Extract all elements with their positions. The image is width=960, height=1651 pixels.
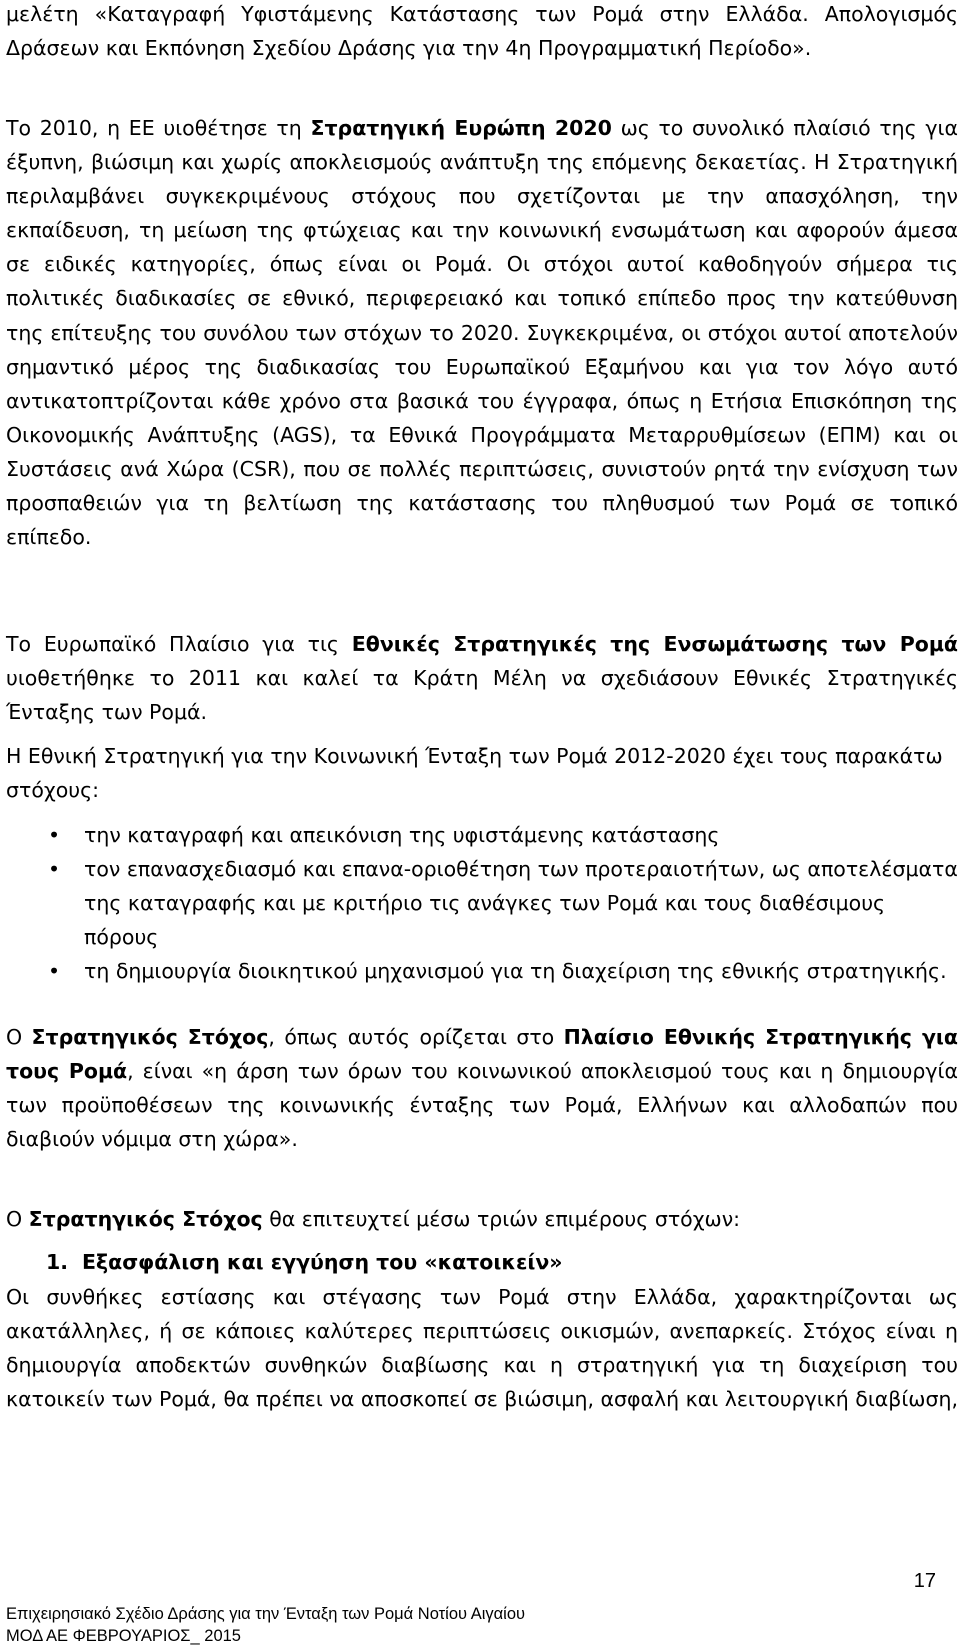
text-run: , όπως αυτός ορίζεται στο — [268, 1025, 564, 1049]
text-run: Ο — [6, 1025, 32, 1049]
bullet-icon: • — [47, 959, 61, 984]
text-run: ως το συνολικό πλαίσιό της για έξυπνη, βιώσιμη και χωρίς αποκλεισμούς ανάπτυξη της επόμενης δεκαετίας. Η Στρατηγική περιλαμβάνει συγκεκριμένους στόχους που σχετίζονται με την απασχόληση, την εκπαίδευση, τη μείωση της φτώχειας και την κοινωνική ενσωμάτωση και αφορούν άμεσα σε ειδικές κατηγορίες, όπως είναι οι Ρομά. Οι στόχοι αυτοί καθοδηγούν σήμερα τις πολιτικές διαδικασίες σε εθνικό, περιφερειακό και τοπικό επίπεδο προς την κατεύθυνση της επίτευξης του συνόλου των στόχων το 2020. Συγκεκριμένα, οι στόχοι αυτοί αποτελούν σημαντικό μέρος της διαδικασίας του Ευρωπαϊκού Εξαμήνου και για τον λόγο αυτό αντικατοπτρίζονται κάθε χρόνο στα βασικά του έγγραφα, όπως η Ετήσια Επισκόπηση της Οικονομικής Ανάπτυξης (AGS), τα Εθνικά Προγράμματα Μεταρρυθμίσεων (ΕΠΜ) και οι Συστάσεις ανά Χώρα (CSR), που σε πολλές περιπτώσεις, συνιστούν ρητά την ενίσχυση των προσπαθειών για τη βελτίωση της κατάστασης του πληθυσμού των Ρομά σε τοπικό επίπεδο. — [6, 116, 958, 550]
list-item-text: τον επανασχεδιασμό και επανα-οριοθέτηση των προτεραιοτήτων, ως αποτελέσματα της καταγραφής και με κριτήριο τις ανάγκες των Ρομά και τους διαθέσιμους πόρους — [84, 857, 958, 950]
heading-text: Εξασφάλιση και εγγύηση του «κατοικείν» — [82, 1250, 563, 1274]
page-number: 17 — [913, 1570, 936, 1592]
bold-term-national-strategies: Εθνικές Στρατηγικές της Ενσωμάτωσης των Ρομά — [351, 632, 958, 656]
list-item — [0, 818, 958, 852]
paragraph-three-goals — [6, 1202, 958, 1236]
section-heading — [46, 1245, 946, 1279]
bold-term-europe-2020: Στρατηγική Ευρώπη 2020 — [310, 116, 612, 140]
list-item-text: τη δημιουργία διοικητικού μηχανισμού για τη διαχείριση της εθνικής στρατηγικής. — [84, 959, 947, 984]
text-run: Ο — [6, 1207, 29, 1231]
paragraph-intro-study — [6, 0, 958, 65]
paragraph-text: μελέτη «Καταγραφή Υφιστάμενης Κατάστασης των Ρομά στην Ελλάδα. Απολογισμός Δράσεων και Εκπόνηση Σχεδίου Δράσης για την 4η Προγραμματική Περίοδο». — [6, 2, 958, 61]
text-run: θα επιτευχτεί μέσω τριών επιμέρους στόχων: — [262, 1207, 741, 1231]
footer-date: ΜΟΔ ΑΕ ΦΕΒΡΟΥΑΡΙΟΣ_ 2015 — [6, 1627, 241, 1645]
paragraph-text: Οι συνθήκες εστίασης και στέγασης των Ρομά στην Ελλάδα, χαρακτηρίζονται ως ακατάλληλες, ή σε κάποιες καλύτερες περιπτώσεις οικισμών, ανεπαρκείς. Στόχος είναι η δημιουργία αποδεκτών συνθηκών διαβίωσης και η στρατηγική για τη διαχείριση του κατοικείν των Ρομά, θα πρέπει να αποσκοπεί σε βιώσιμη, ασφαλή και λειτουργική διαβίωση, — [6, 1285, 958, 1412]
text-run: , είναι «η άρση των όρων του κοινωνικού αποκλεισμού τους και η δημιουργία των προϋποθέσεων της κοινωνικής ένταξης των Ρομά, Ελλήνων και αλλοδαπών που διαβιούν νόμιμα στη χώρα». — [6, 1059, 958, 1152]
list-item — [0, 954, 958, 988]
text-run: Το Ευρωπαϊκό Πλαίσιο για τις — [6, 632, 352, 656]
bold-term-national-framework: Πλαίσιο Εθνικής Στρατηγικής για τους Ρομά — [6, 1025, 958, 1084]
objectives-bullet-list — [0, 818, 958, 988]
paragraph-housing — [6, 1280, 958, 1416]
paragraph-eu-framework — [6, 627, 958, 729]
bullet-icon: • — [47, 823, 61, 847]
bold-term-strategic-goal: Στρατηγικός Στόχος — [28, 1207, 263, 1231]
paragraph-national-strategy — [6, 739, 958, 807]
bullet-icon: • — [47, 857, 61, 882]
bold-term-strategic-goal: Στρατηγικός Στόχος — [31, 1025, 269, 1049]
list-item — [0, 852, 958, 954]
paragraph-strategic-goal — [6, 1020, 958, 1156]
text-run: υιοθετήθηκε το 2011 και καλεί τα Κράτη Μέλη να σχεδιάσουν Εθνικές Στρατηγικές Ένταξης των Ρομά. — [6, 666, 958, 725]
footer-title: Επιχειρησιακό Σχέδιο Δράσης για την Ένταξη των Ρομά Νοτίου Αιγαίου — [6, 1605, 526, 1623]
paragraph-europe-2020 — [6, 111, 958, 554]
list-item-text: την καταγραφή και απεικόνιση της υφιστάμενης κατάστασης — [84, 823, 720, 847]
text-run: Το 2010, η ΕΕ υιοθέτησε τη — [6, 116, 311, 140]
paragraph-text: Η Εθνική Στρατηγική για την Κοινωνική Ένταξη των Ρομά 2012-2020 έχει τους παρακάτω στόχους: — [6, 744, 943, 803]
heading-number: 1. — [46, 1250, 69, 1274]
